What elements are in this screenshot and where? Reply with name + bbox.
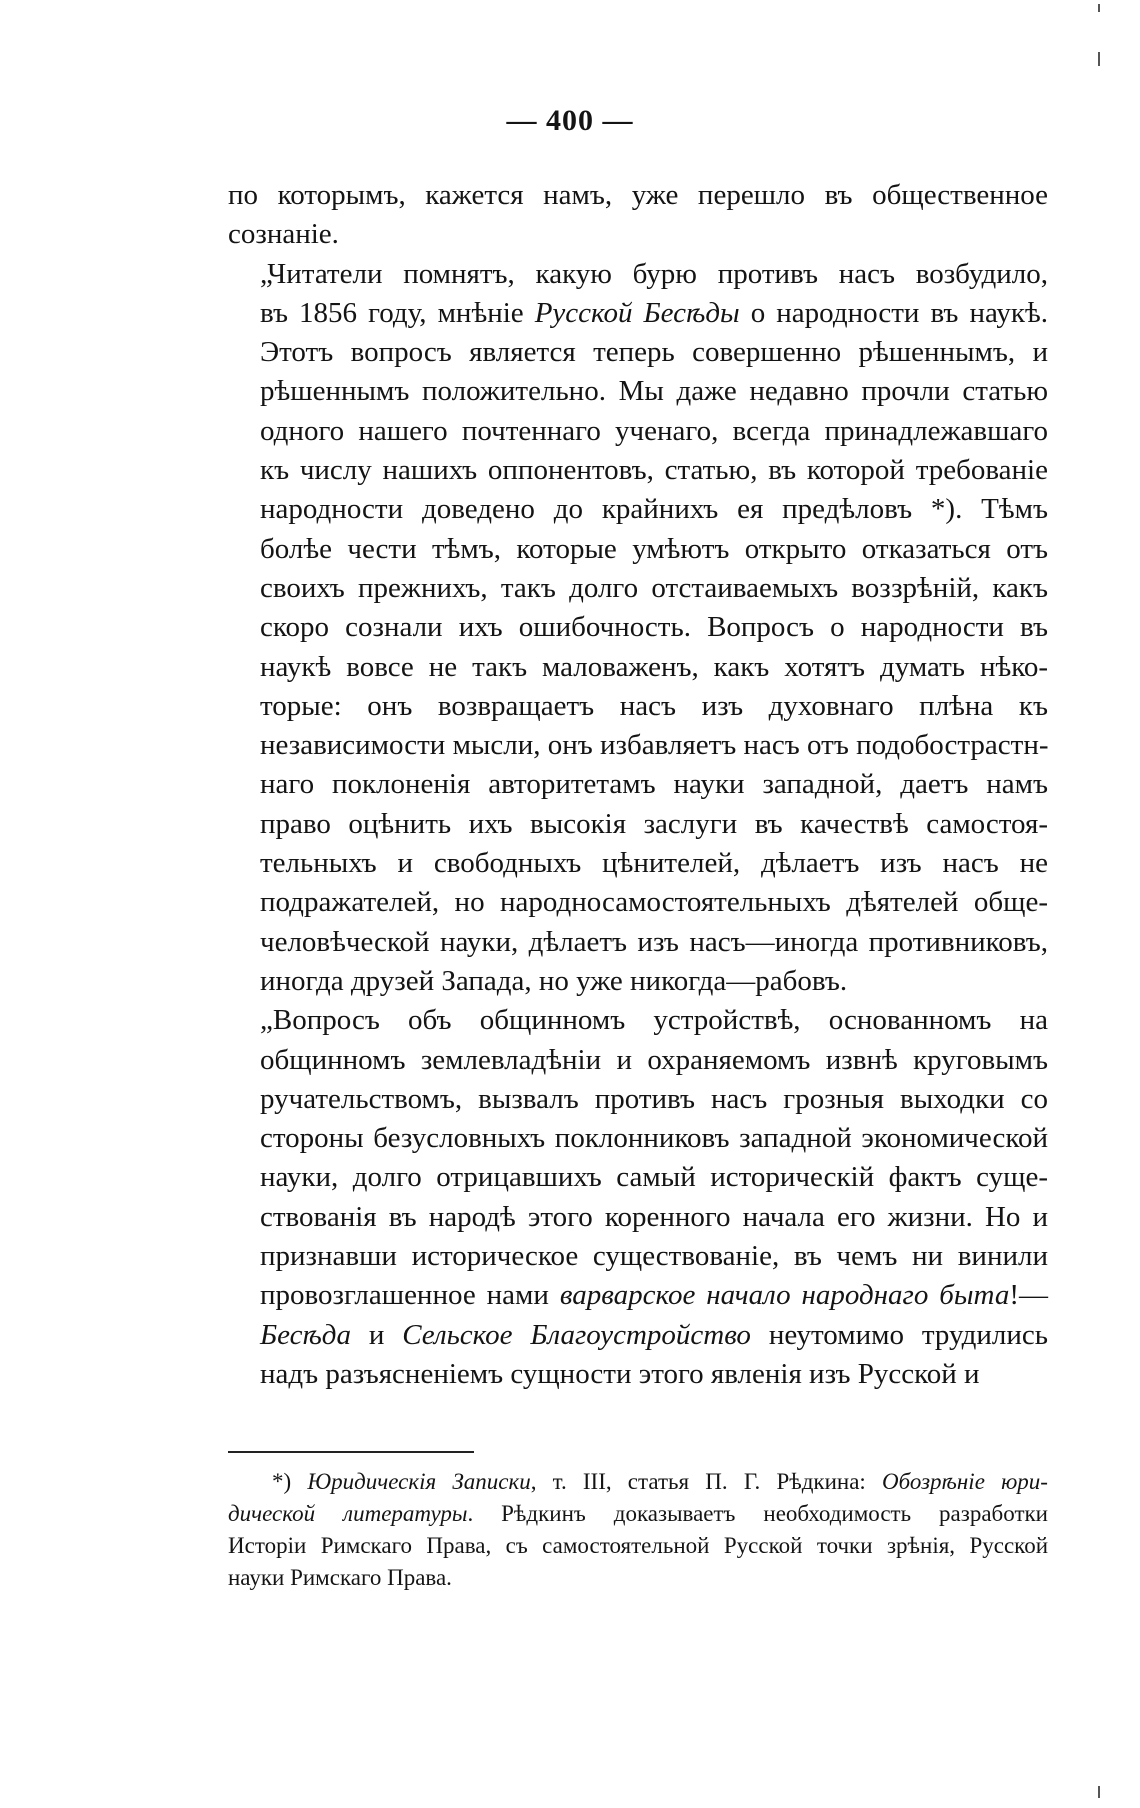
text-line	[228, 844, 1048, 883]
footnote-line	[228, 1498, 1048, 1530]
footnote-line	[228, 1530, 1048, 1562]
text-line	[228, 372, 1048, 411]
text-segment: *)	[272, 1469, 308, 1494]
text-segment: болѣе чести тѣмъ, которые умѣютъ открыто отказаться отъ	[260, 532, 1048, 565]
text-line	[228, 294, 1048, 333]
text-line	[228, 1080, 1048, 1119]
text-line	[228, 1119, 1048, 1158]
scan-edge-mark	[1098, 52, 1100, 66]
text-segment: провозглашенное нами	[260, 1279, 560, 1312]
italic-text: Бесѣда	[260, 1318, 351, 1351]
text-line	[228, 883, 1048, 922]
paragraph	[228, 255, 1048, 1002]
text-line	[228, 1158, 1048, 1197]
text-line	[228, 333, 1048, 372]
text-segment: неутомимо трудились	[750, 1318, 1049, 1351]
text-line	[228, 1198, 1048, 1237]
text-line	[228, 1041, 1048, 1080]
text-segment: одного нашего почтеннаго ученаго, всегда принадлежавшаго	[260, 414, 1048, 447]
italic-text: Сельское Благоустройство	[402, 1318, 751, 1351]
scan-edge-mark	[1098, 4, 1100, 12]
text-line	[228, 530, 1048, 569]
text-segment: въ 1856 году, мнѣніе	[260, 296, 535, 329]
text-segment: науки Римскаго Права.	[228, 1565, 452, 1590]
text-segment: наукѣ вовсе не такъ маловаженъ, какъ хотятъ думать нѣко-	[260, 650, 1048, 683]
text-segment: ствованія въ народѣ этого коренного начала его жизни. Но и	[260, 1200, 1048, 1233]
text-segment: и	[350, 1318, 403, 1351]
body-text	[228, 176, 1048, 1394]
text-segment: по которымъ, кажется намъ, уже перешло въ общественное	[228, 179, 1048, 211]
paragraph	[228, 176, 1048, 255]
text-segment: наго поклоненія авторитетамъ науки западной, даетъ намъ	[260, 768, 1048, 801]
text-line	[228, 451, 1048, 490]
italic-text: Обозрѣніе юри-	[882, 1469, 1048, 1494]
footnote-line	[228, 1562, 1048, 1594]
text-segment: торые: онъ возвращаетъ насъ изъ духовнаго плѣна къ	[260, 689, 1048, 722]
text-segment: . Рѣдкинъ доказываетъ необходимость разработки	[467, 1501, 1048, 1526]
italic-text: варварское начало народнаго быта	[559, 1279, 1010, 1312]
footnote-line	[228, 1466, 1048, 1498]
text-line	[228, 687, 1048, 726]
text-line	[228, 1316, 1048, 1355]
text-line	[228, 726, 1048, 765]
text-line	[228, 215, 1048, 254]
footnote-divider	[228, 1451, 474, 1453]
text-line	[228, 648, 1048, 687]
text-line	[228, 490, 1048, 529]
italic-text: Русской Бесѣды	[534, 296, 740, 329]
text-line	[228, 962, 1048, 1001]
text-segment: науки, долго отрицавшихъ самый историческій фактъ суще-	[260, 1161, 1048, 1194]
text-line	[228, 1001, 1048, 1040]
text-segment: сознаніе.	[228, 218, 339, 251]
text-line	[228, 923, 1048, 962]
text-segment: о народности въ наукѣ.	[739, 296, 1048, 329]
text-segment: народности доведено до крайнихъ ея предѣловъ *). Тѣмъ	[260, 493, 1048, 526]
text-segment: право оцѣнить ихъ высокія заслуги въ качествѣ самостоя-	[260, 807, 1048, 840]
text-segment: иногда друзей Запада, но уже никогда—рабовъ.	[260, 964, 848, 997]
text-segment: надъ разъясненіемъ сущности этого явленія изъ Русской и	[260, 1357, 980, 1390]
scan-edge-mark	[1098, 1786, 1100, 1798]
text-line	[228, 765, 1048, 804]
text-segment: независимости мысли, онъ избавляетъ насъ отъ подобострастн-	[260, 729, 1049, 762]
text-segment: своихъ прежнихъ, такъ долго отстаиваемыхъ воззрѣній, какъ	[260, 571, 1048, 604]
text-line	[228, 608, 1048, 647]
text-segment: Исторіи Римскаго Права, съ самостоятельной Русской точки зрѣнія, Русской	[228, 1533, 1048, 1558]
text-segment: признавши историческое существованіе, въ чемъ ни винили	[260, 1240, 1048, 1273]
footnote	[228, 1466, 1048, 1594]
text-segment: рѣшеннымъ положительно. Мы даже недавно прочли статью	[260, 375, 1048, 408]
italic-text: дической литературы	[228, 1501, 468, 1526]
text-segment: , т. III, статья П. Г. Рѣдкина:	[530, 1469, 883, 1494]
text-line	[228, 412, 1048, 451]
text-line	[228, 176, 1048, 215]
italic-text: Юридическія Записки	[307, 1469, 531, 1494]
text-segment: тельныхъ и свободныхъ цѣнителей, дѣлаетъ изъ насъ не	[260, 847, 1048, 880]
text-line	[228, 1237, 1048, 1276]
text-segment: подражателей, но народносамостоятельныхъ дѣятелей обще-	[260, 886, 1048, 919]
text-line	[228, 1276, 1048, 1315]
text-segment: общинномъ землевладѣніи и охраняемомъ извнѣ круговымъ	[260, 1043, 1048, 1076]
text-segment: скоро сознали ихъ ошибочность. Вопросъ о народности въ	[260, 611, 1048, 644]
text-segment: „Вопросъ объ общинномъ устройствѣ, основанномъ на	[260, 1004, 1048, 1037]
text-line	[228, 1355, 1048, 1394]
text-segment: ручательствомъ, вызвалъ противъ насъ грозныя выходки со	[260, 1082, 1048, 1115]
text-segment: „Читатели помнятъ, какую бурю противъ насъ возбудило,	[260, 257, 1048, 290]
paragraph	[228, 1001, 1048, 1394]
page-number: — 400 —	[506, 104, 634, 137]
text-segment: Этотъ вопросъ является теперь совершенно рѣшеннымъ, и	[260, 336, 1048, 369]
text-segment: человѣческой науки, дѣлаетъ изъ насъ—иногда противниковъ,	[260, 925, 1048, 958]
text-segment: !—	[1009, 1279, 1048, 1312]
text-line	[228, 805, 1048, 844]
text-line	[228, 255, 1048, 294]
text-segment: къ числу нашихъ оппонентовъ, статью, въ которой требованіе	[260, 454, 1048, 487]
text-segment: стороны безусловныхъ поклонниковъ западной экономической	[260, 1122, 1048, 1155]
text-line	[228, 569, 1048, 608]
